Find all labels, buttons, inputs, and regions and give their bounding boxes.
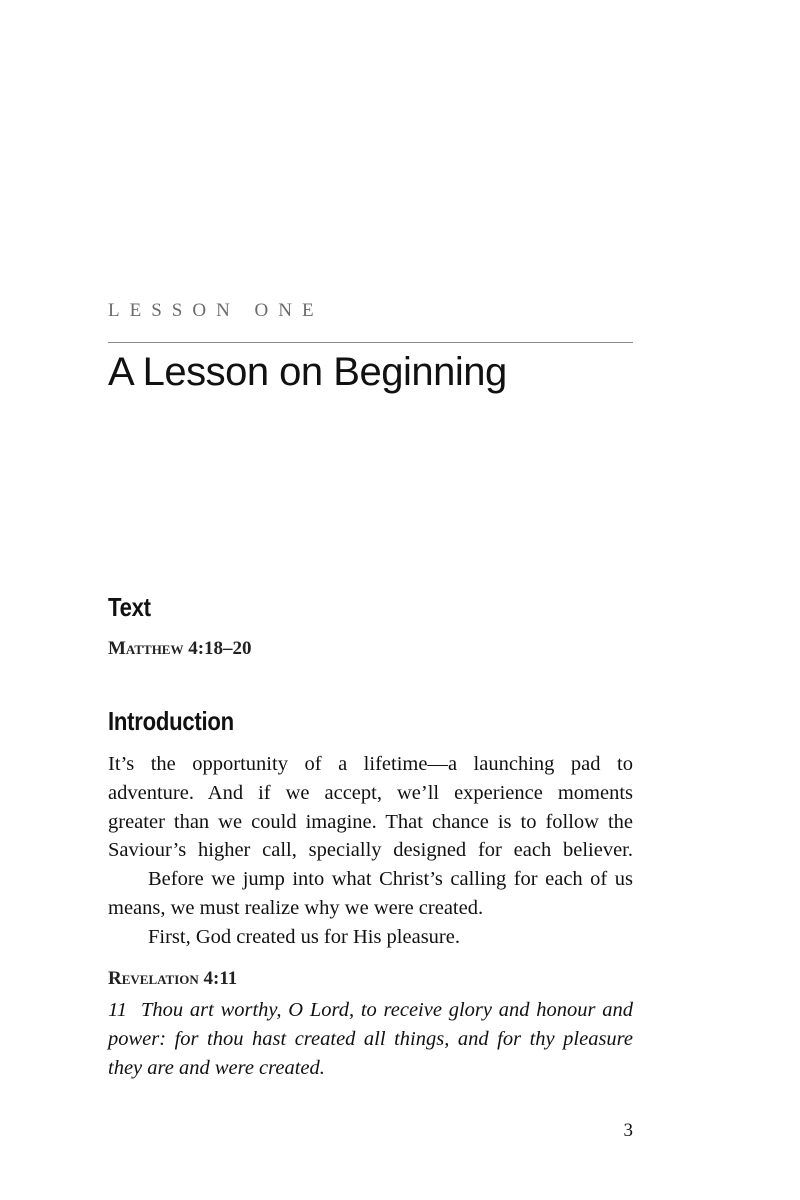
body-line: First, God created us for His pleasure. xyxy=(148,925,460,948)
scripture-verse xyxy=(108,996,633,1082)
text-reference: Matthew 4:18–20 xyxy=(108,638,252,659)
verse-line: power: for thou hast created all things, and for thy pleasure xyxy=(108,1027,633,1050)
divider xyxy=(108,342,633,343)
body-line: means, we must realize why we were created. xyxy=(108,896,484,919)
body-line: It’s the opportunity of a lifetime—a launching pad to xyxy=(108,753,633,775)
text-heading: Text xyxy=(108,592,151,622)
verse-line: Thou art worthy, O Lord, to receive glory and honour and xyxy=(140,999,633,1021)
lesson-kicker: LESSON ONE xyxy=(108,300,324,321)
body-line: Saviour’s higher call, specially designed for each believer. xyxy=(108,839,633,862)
verse-number: 11 xyxy=(108,999,127,1021)
scripture-reference: Revelation 4:11 xyxy=(108,968,238,989)
page-title: A Lesson on Beginning xyxy=(108,350,507,394)
verse-line: they are and were created. xyxy=(108,1056,325,1079)
body-line: Before we jump into what Christ’s calling for each of us xyxy=(148,868,633,891)
body-line: adventure. And if we accept, we’ll experience moments xyxy=(108,781,633,804)
page-number: 3 xyxy=(623,1120,633,1141)
introduction-body xyxy=(108,750,633,952)
introduction-heading: Introduction xyxy=(108,706,234,736)
body-line: greater than we could imagine. That chance is to follow the xyxy=(108,810,633,833)
